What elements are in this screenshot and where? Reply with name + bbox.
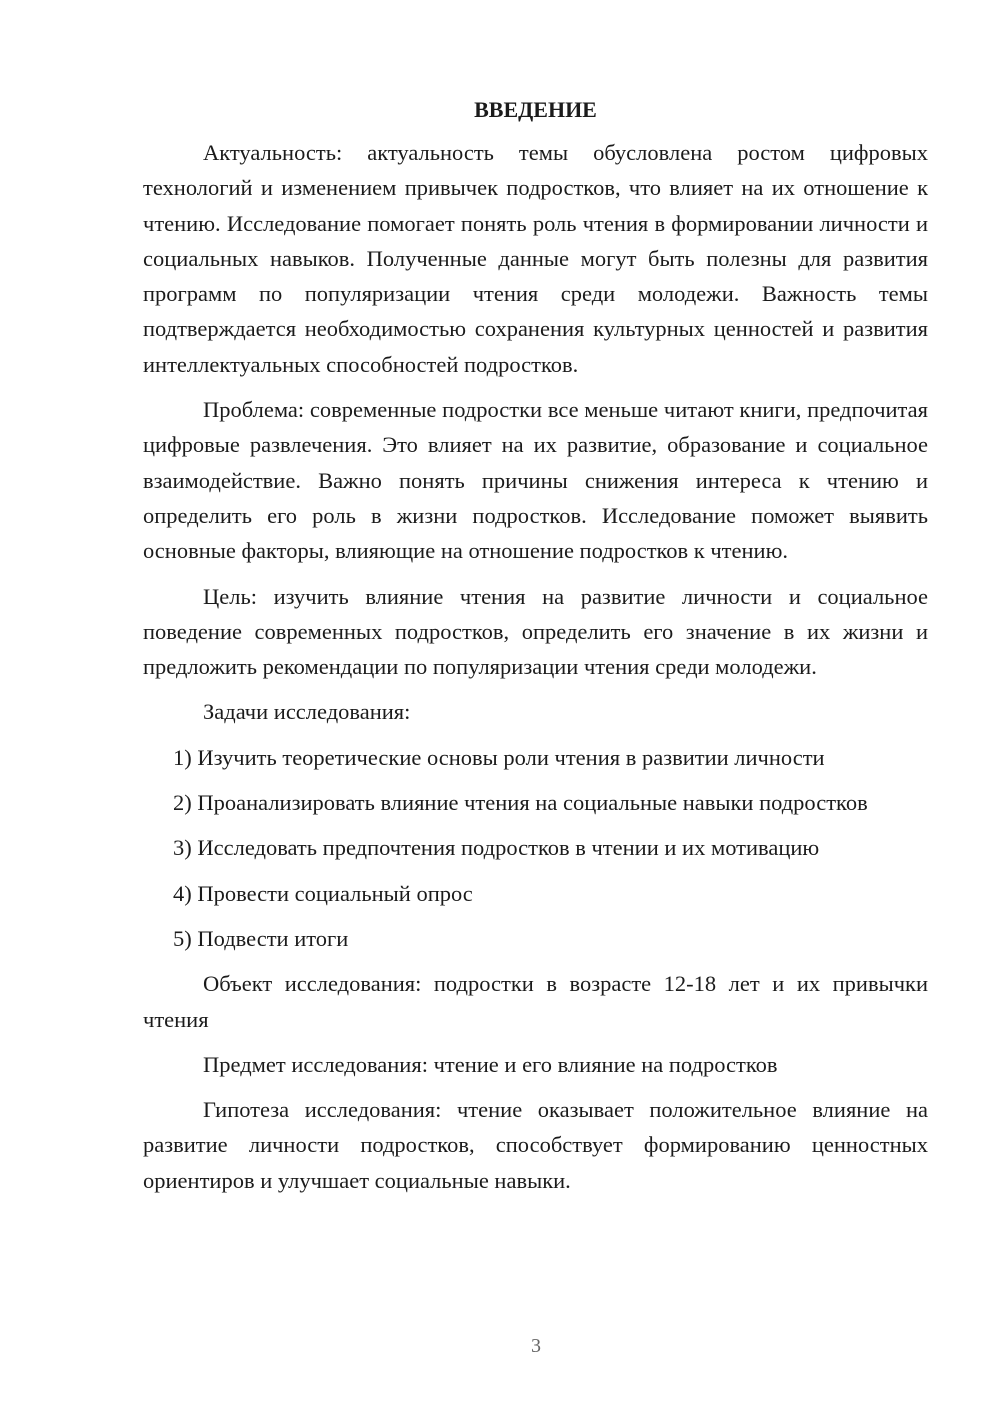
page-number: 3	[531, 1335, 541, 1357]
hypothesis-paragraph: Гипотеза исследования: чтение оказывает положительное влияние на развитие личности подростков, способствует формированию ценностных ориентиров и улучшает социальные навыки.	[143, 1097, 928, 1193]
section-heading: ВВЕДЕНИЕ	[474, 97, 597, 122]
task-item-3: 3) Исследовать предпочтения подростков в чтении и их мотивацию	[173, 835, 820, 861]
goal-paragraph: Цель: изучить влияние чтения на развитие личности и социальное поведение современных подростков, определить его значение в их жизни и предложить рекомендации по популяризации чтения среди молодежи.	[143, 583, 928, 680]
tasks-title: Задачи исследования:	[203, 699, 411, 725]
relevance-paragraph: Актуальность: актуальность темы обусловлена ростом цифровых технологий и изменением привычек подростков, что влияет на их отношение к чтению. Исследование помогает понять роль чтения в формировании личности и социальных навыков. Полученные данные могут быть полезны для развития программ по популяризации чтения среди молодежи. Важность темы подтверждается необходимостью сохранения культурных ценностей и развития интеллектуальных способностей подростков.	[143, 140, 928, 377]
page-content	[143, 92, 928, 1208]
task-item-5: 5) Подвести итоги	[173, 925, 349, 951]
subject-paragraph: Предмет исследования: чтение и его влияние на подростков	[203, 1051, 778, 1077]
object-paragraph: Объект исследования: подростки в возрасте 12-18 лет и их привычки чтения	[143, 971, 928, 1032]
task-item-4: 4) Провести социальный опрос	[173, 880, 473, 906]
task-item-1: 1) Изучить теоретические основы роли чтения в развитии личности	[173, 744, 825, 770]
task-item-2: 2) Проанализировать влияние чтения на социальные навыки подростков	[173, 790, 868, 816]
problem-paragraph: Проблема: современные подростки все меньше читают книги, предпочитая цифровые развлечения. Это влияет на их развитие, образование и социальное взаимодействие. Важно понять причины снижения интереса к чтению и определить его роль в жизни подростков. Исследование поможет выявить основные факторы, влияющие на отношение подростков к чтению.	[143, 397, 928, 564]
tasks-list	[143, 740, 928, 956]
